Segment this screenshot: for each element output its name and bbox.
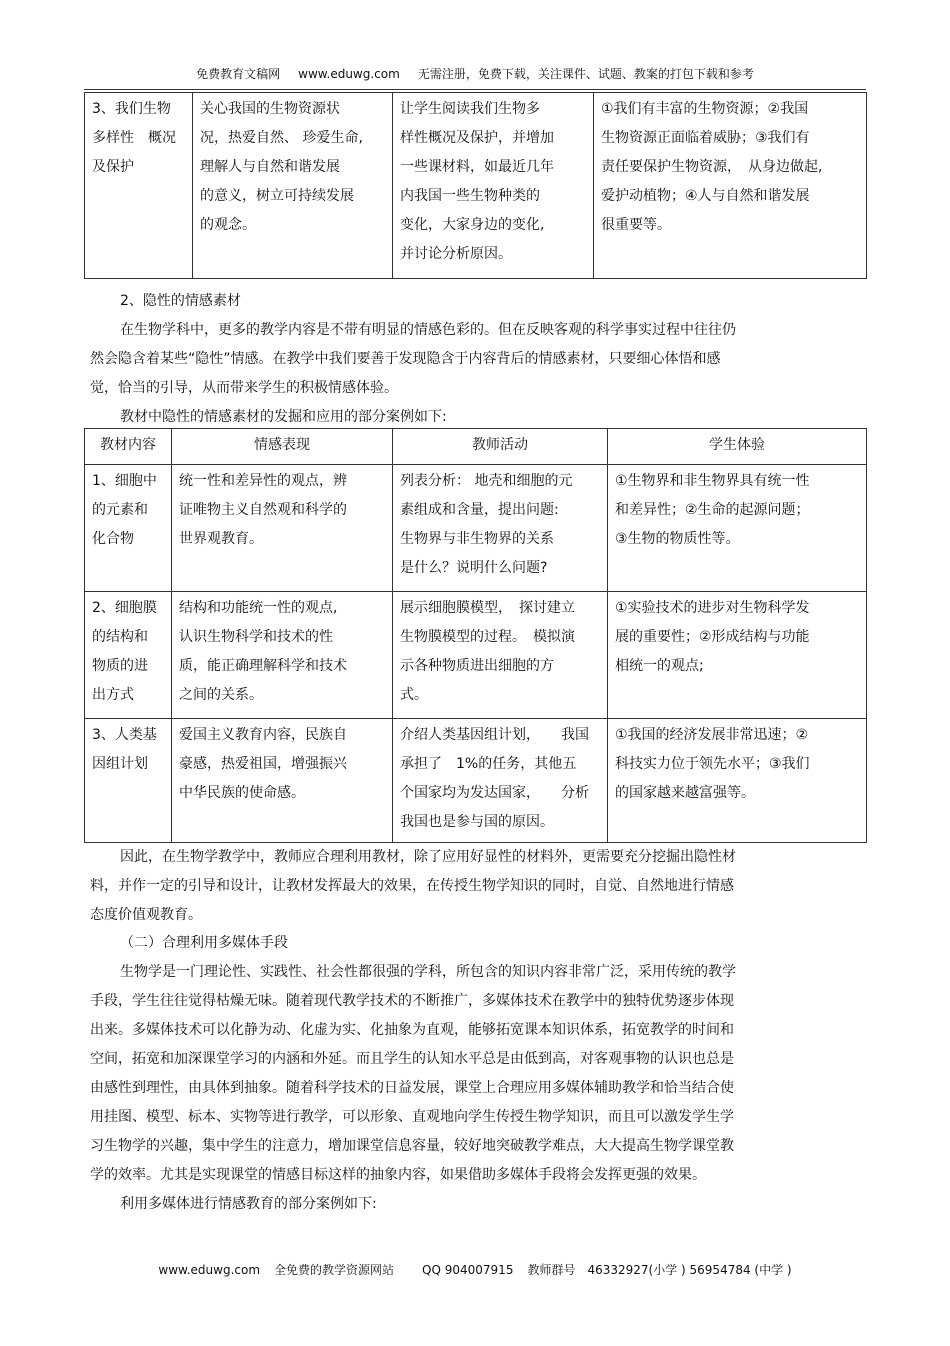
- column-header: 情感表现: [172, 429, 393, 465]
- paragraph-line: 因此，在生物学教学中，教师应合理利用教材，除了应用好显性的材料外，更需要充分挖掘出隐性材: [120, 849, 736, 865]
- cell-line: 中华民族的使命感。: [179, 785, 305, 801]
- cell-line: 出方式: [92, 687, 134, 703]
- cell-line: 示各种物质进出细胞的方: [400, 658, 554, 674]
- cell-line: 样性概况及保护，并增加: [400, 130, 554, 146]
- cell-student: [608, 592, 867, 719]
- table-row: [85, 93, 867, 279]
- cell-emotion: [172, 465, 393, 592]
- cell-line: 式。: [400, 687, 428, 703]
- cell-line: 物质的进: [92, 658, 148, 674]
- paragraph-line: 用挂图、模型、标本、实物等进行教学，可以形象、直观地向学生传授生物学知识，而且可以激发学生学: [90, 1109, 734, 1125]
- hidden-material-table: [84, 428, 867, 843]
- cell-line: 2、细胞膜: [92, 600, 157, 616]
- paragraph-line: 手段，学生往往觉得枯燥无味。随着现代教学技术的不断推广，多媒体技术在教学中的独特优势逐步体现: [90, 993, 734, 1009]
- table-header-row: [85, 429, 867, 465]
- conclusion-paragraph: [90, 843, 850, 930]
- paragraph-line: 空间，拓宽和加深课堂学习的内涵和外延。而且学生的认知水平总是由低到高，对客观事物的认识也总是: [90, 1051, 734, 1067]
- footer-group: 教师群号 46332927(小学 ) 56954784 (中学 ): [527, 1263, 792, 1277]
- cell-emotion: [193, 93, 393, 279]
- cell-line: 让学生阅读我们生物多: [400, 101, 540, 117]
- cell-line: 1、细胞中: [92, 473, 157, 489]
- cell-line: 的元素和: [92, 502, 148, 518]
- cell-line: 我国也是参与国的原因。: [400, 814, 554, 830]
- cell-emotion: [172, 592, 393, 719]
- table-row: [85, 592, 867, 719]
- cell-line: 的结构和: [92, 629, 148, 645]
- header-slogan: 无需注册，免费下载，关注课件、试题、教案的打包下载和参考: [417, 67, 754, 81]
- page-header: [0, 66, 950, 82]
- cell-line: 爱护动植物；④人与自然和谐发展: [601, 188, 810, 204]
- cell-line: 世界观教育。: [179, 531, 263, 547]
- header-url[interactable]: www.eduwg.com: [298, 67, 400, 81]
- cell-content: [85, 93, 193, 279]
- header-site-name: 免费教育文稿网: [196, 67, 281, 81]
- cell-line: 展的重要性；②形成结构与功能: [615, 629, 810, 645]
- cell-line: 因组计划: [92, 756, 148, 772]
- cell-content: [85, 465, 172, 592]
- page-footer: [0, 1262, 950, 1278]
- cell-line: 况，热爱自然、 珍爱生命,: [200, 130, 363, 146]
- cell-line: 很重要等。: [601, 217, 671, 233]
- column-header: 教材内容: [85, 429, 172, 465]
- table-row: [85, 719, 867, 843]
- cell-line: 的观念。: [200, 217, 256, 233]
- cell-line: 质，能正确理解科学和技术: [179, 658, 347, 674]
- paragraph-line: 然会隐含着某些“隐性”情感。在教学中我们要善于发现隐含于内容背后的情感素材，只要细心体悟和感: [90, 351, 721, 367]
- cell-line: ①我国的经济发展非常迅速；②: [615, 727, 809, 743]
- cell-line: 多样性 概况: [92, 130, 176, 146]
- cell-student: [608, 465, 867, 592]
- cell-teacher: [393, 592, 608, 719]
- cell-line: ①生物界和非生物界具有统一性: [615, 473, 810, 489]
- cell-line: 及保护: [92, 159, 134, 175]
- cell-line: 之间的关系。: [179, 687, 263, 703]
- paragraph-line: 态度价值观教育。: [90, 907, 202, 923]
- table-row: [85, 465, 867, 592]
- footer-qq: QQ 904007915: [422, 1263, 514, 1277]
- paragraph-line: 由感性到理性，由具体到抽象。随着科学技术的日益发展，课堂上合理应用多媒体辅助教学和恰当结合使: [90, 1080, 734, 1096]
- cell-emotion: [172, 719, 393, 843]
- cell-line: 列表分析： 地壳和细胞的元: [400, 473, 573, 489]
- cell-line: 个国家均为发达国家， 分析: [400, 785, 589, 801]
- cell-line: 的国家越来越富强等。: [615, 785, 755, 801]
- media-table-intro: 利用多媒体进行情感教育的部分案例如下:: [120, 1196, 377, 1212]
- cell-line: 一些课材料，如最近几年: [400, 159, 554, 175]
- cell-line: ③生物的物质性等。: [615, 531, 740, 547]
- cell-teacher: [393, 93, 594, 279]
- cell-line: 变化，大家身边的变化,: [400, 217, 545, 233]
- cell-line: 结构和功能统一性的观点,: [179, 600, 338, 616]
- cell-student: [594, 93, 867, 279]
- column-header: 学生体验: [608, 429, 867, 465]
- hidden-table-intro: 教材中隐性的情感素材的发掘和应用的部分案例如下:: [120, 409, 447, 425]
- cell-line: 关心我国的生物资源状: [200, 101, 340, 117]
- paragraph-line: 习生物学的兴趣，集中学生的注意力，增加课堂信息容量，较好地突破教学难点，大大提高生物学课堂教: [90, 1138, 734, 1154]
- cell-line: 科技实力位于领先水平；③我们: [615, 756, 810, 772]
- cell-line: 和差异性；②生命的起源问题；: [615, 502, 810, 518]
- cell-line: 介绍人类基因组计划， 我国: [400, 727, 589, 743]
- cell-line: 生物界与非生物界的关系: [400, 531, 554, 547]
- cell-line: 生物膜模型的过程。 模拟演: [400, 629, 575, 645]
- cell-line: 理解人与自然和谐发展: [200, 159, 340, 175]
- cell-line: 并讨论分析原因。: [400, 246, 512, 262]
- cell-content: [85, 592, 172, 719]
- cell-teacher: [393, 719, 608, 843]
- cell-line: ①实验技术的进步对生物科学发: [615, 600, 810, 616]
- footer-url[interactable]: www.eduwg.com: [158, 1263, 261, 1277]
- cell-line: 是什么？说明什么问题?: [400, 560, 548, 576]
- hidden-paragraph: [90, 316, 850, 403]
- media-paragraph: [90, 958, 850, 1190]
- cell-line: 豪感，热爱祖国，增强振兴: [179, 756, 347, 772]
- header-divider: [84, 89, 866, 90]
- paragraph-line: 学的效率。尤其是实现课堂的情感目标这样的抽象内容，如果借助多媒体手段将会发挥更强的效果。: [90, 1167, 706, 1183]
- cell-line: 3、我们生物: [92, 101, 171, 117]
- section-heading-hidden: 2、隐性的情感素材: [120, 293, 241, 309]
- cell-line: 承担了 1%的任务，其他五: [400, 756, 577, 772]
- paragraph-line: 料，并作一定的引导和设计，让教材发挥最大的效果，在传授生物学知识的同时，自觉、自然地进行情感: [90, 878, 734, 894]
- cell-line: 责任要保护生物资源， 从身边做起,: [601, 159, 823, 175]
- paragraph-line: 生物学是一门理论性、实践性、社会性都很强的学科，所包含的知识内容非常广泛，采用传统的教学: [120, 964, 736, 980]
- cell-line: 展示细胞膜模型， 探讨建立: [400, 600, 575, 616]
- cell-line: 统一性和差异性的观点，辨: [179, 473, 347, 489]
- cell-line: 生物资源正面临着威胁；③我们有: [601, 130, 810, 146]
- cell-line: ①我们有丰富的生物资源；②我国: [601, 101, 809, 117]
- cell-line: 爱国主义教育内容，民族自: [179, 727, 347, 743]
- paragraph-line: 出来。多媒体技术可以化静为动、化虚为实、化抽象为直观，能够拓宽课本知识体系，拓宽教学的时间和: [90, 1022, 734, 1038]
- biodiversity-table: [84, 92, 867, 279]
- cell-line: 内我国一些生物种类的: [400, 188, 540, 204]
- cell-student: [608, 719, 867, 843]
- cell-line: 的意义，树立可持续发展: [200, 188, 354, 204]
- cell-teacher: [393, 465, 608, 592]
- footer-desc: 全免费的教学资源网站: [274, 1263, 395, 1277]
- section-heading-media: （二）合理利用多媒体手段: [120, 935, 288, 951]
- cell-line: 3、人类基: [92, 727, 157, 743]
- cell-line: 素组成和含量，提出问题:: [400, 502, 559, 518]
- cell-line: 相统一的观点;: [615, 658, 704, 674]
- paragraph-line: 觉，恰当的引导，从而带来学生的积极情感体验。: [90, 380, 398, 396]
- cell-line: 化合物: [92, 531, 134, 547]
- paragraph-line: 在生物学科中，更多的教学内容是不带有明显的情感色彩的。但在反映客观的科学事实过程中往往仍: [120, 322, 736, 338]
- column-header: 教师活动: [393, 429, 608, 465]
- cell-content: [85, 719, 172, 843]
- cell-line: 认识生物科学和技术的性: [179, 629, 333, 645]
- cell-line: 证唯物主义自然观和科学的: [179, 502, 347, 518]
